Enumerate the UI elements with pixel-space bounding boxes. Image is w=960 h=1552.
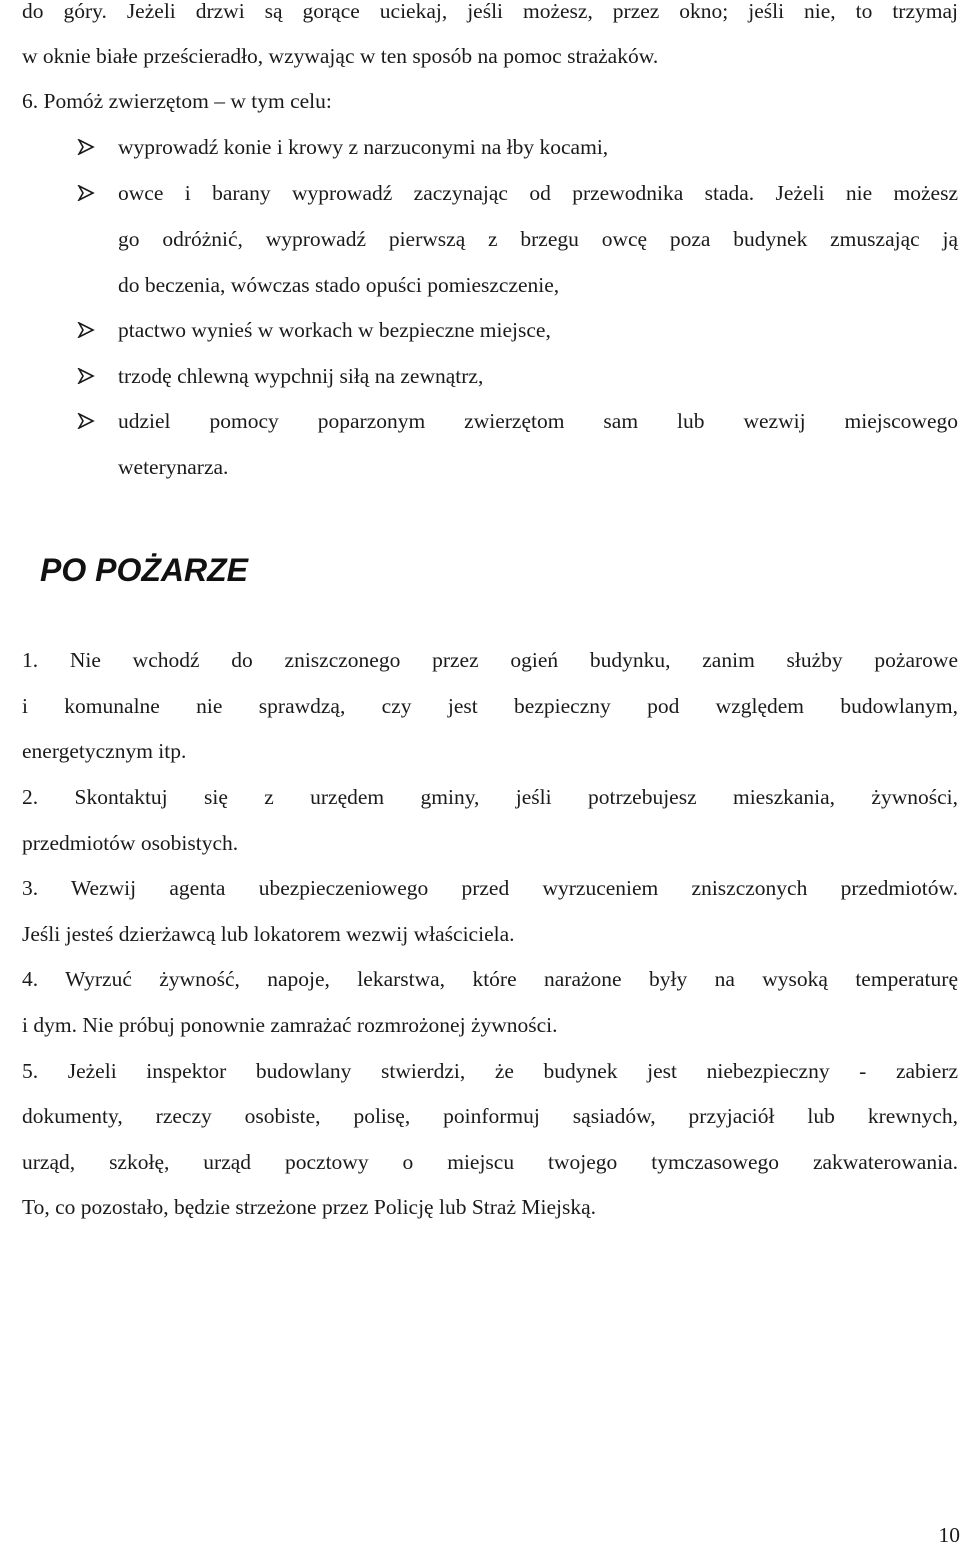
numbered-item-line: 4. Wyrzuć żywność, napoje, lekarstwa, które narażone były na wysoką temperaturę: [22, 967, 958, 991]
paragraph-line: w oknie białe prześcieradło, wzywając w ten sposób na pomoc strażaków.: [22, 44, 659, 68]
numbered-item-line: 5. Jeżeli inspektor budowlany stwierdzi, że budynek jest niebezpieczny - zabierz: [22, 1059, 958, 1083]
numbered-item-line: dokumenty, rzeczy osobiste, polisę, poinformuj sąsiadów, przyjaciół lub krewnych,: [22, 1104, 958, 1128]
list-item-intro: 6. Pomóż zwierzętom – w tym celu:: [22, 89, 332, 113]
numbered-item-line: 3. Wezwij agenta ubezpieczeniowego przed wyrzuceniem zniszczonych przedmiotów.: [22, 876, 958, 900]
bullet-text: owce i barany wyprowadź zaczynając od przewodnika stada. Jeżeli nie możesz: [118, 181, 958, 205]
arrowhead-bullet-icon: [77, 132, 97, 162]
bullet-text: trzodę chlewną wypchnij siłą na zewnątrz,: [118, 364, 484, 388]
arrowhead-bullet-icon: [77, 361, 97, 391]
bullet-text: go odróżnić, wyprowadź pierwszą z brzegu owcę poza budynek zmuszając ją: [118, 227, 958, 251]
numbered-item-line: urząd, szkołę, urząd pocztowy o miejscu twojego tymczasowego zakwaterowania.: [22, 1150, 958, 1174]
paragraph-line: do góry. Jeżeli drzwi są gorące uciekaj, jeśli możesz, przez okno; jeśli nie, to trzymaj: [22, 0, 958, 23]
numbered-item-line: i komunalne nie sprawdzą, czy jest bezpieczny pod względem budowlanym,: [22, 694, 958, 718]
bullet-text: weterynarza.: [118, 455, 229, 479]
bullet-text: wyprowadź konie i krowy z narzuconymi na łby kocami,: [118, 135, 609, 159]
numbered-item-line: przedmiotów osobistych.: [22, 831, 239, 855]
numbered-item-line: To, co pozostało, będzie strzeżone przez Policję lub Straż Miejską.: [22, 1195, 597, 1219]
arrowhead-bullet-icon: [77, 315, 97, 345]
numbered-item-line: energetycznym itp.: [22, 739, 187, 763]
page-number: 10: [938, 1523, 960, 1547]
bullet-text: udziel pomocy poparzonym zwierzętom sam lub wezwij miejscowego: [118, 409, 958, 433]
bullet-text: do beczenia, wówczas stado opuści pomieszczenie,: [118, 273, 560, 297]
section-heading: PO POŻARZE: [40, 552, 249, 588]
numbered-item-line: 1. Nie wchodź do zniszczonego przez ogień budynku, zanim służby pożarowe: [22, 648, 958, 672]
numbered-item-line: 2. Skontaktuj się z urzędem gminy, jeśli potrzebujesz mieszkania, żywności,: [22, 785, 958, 809]
numbered-item-line: Jeśli jesteś dzierżawcą lub lokatorem wezwij właściciela.: [22, 922, 515, 946]
numbered-item-line: i dym. Nie próbuj ponownie zamrażać rozmrożonej żywności.: [22, 1013, 558, 1037]
arrowhead-bullet-icon: [77, 406, 97, 436]
arrowhead-bullet-icon: [77, 178, 97, 208]
bullet-text: ptactwo wynieś w workach w bezpieczne miejsce,: [118, 318, 551, 342]
